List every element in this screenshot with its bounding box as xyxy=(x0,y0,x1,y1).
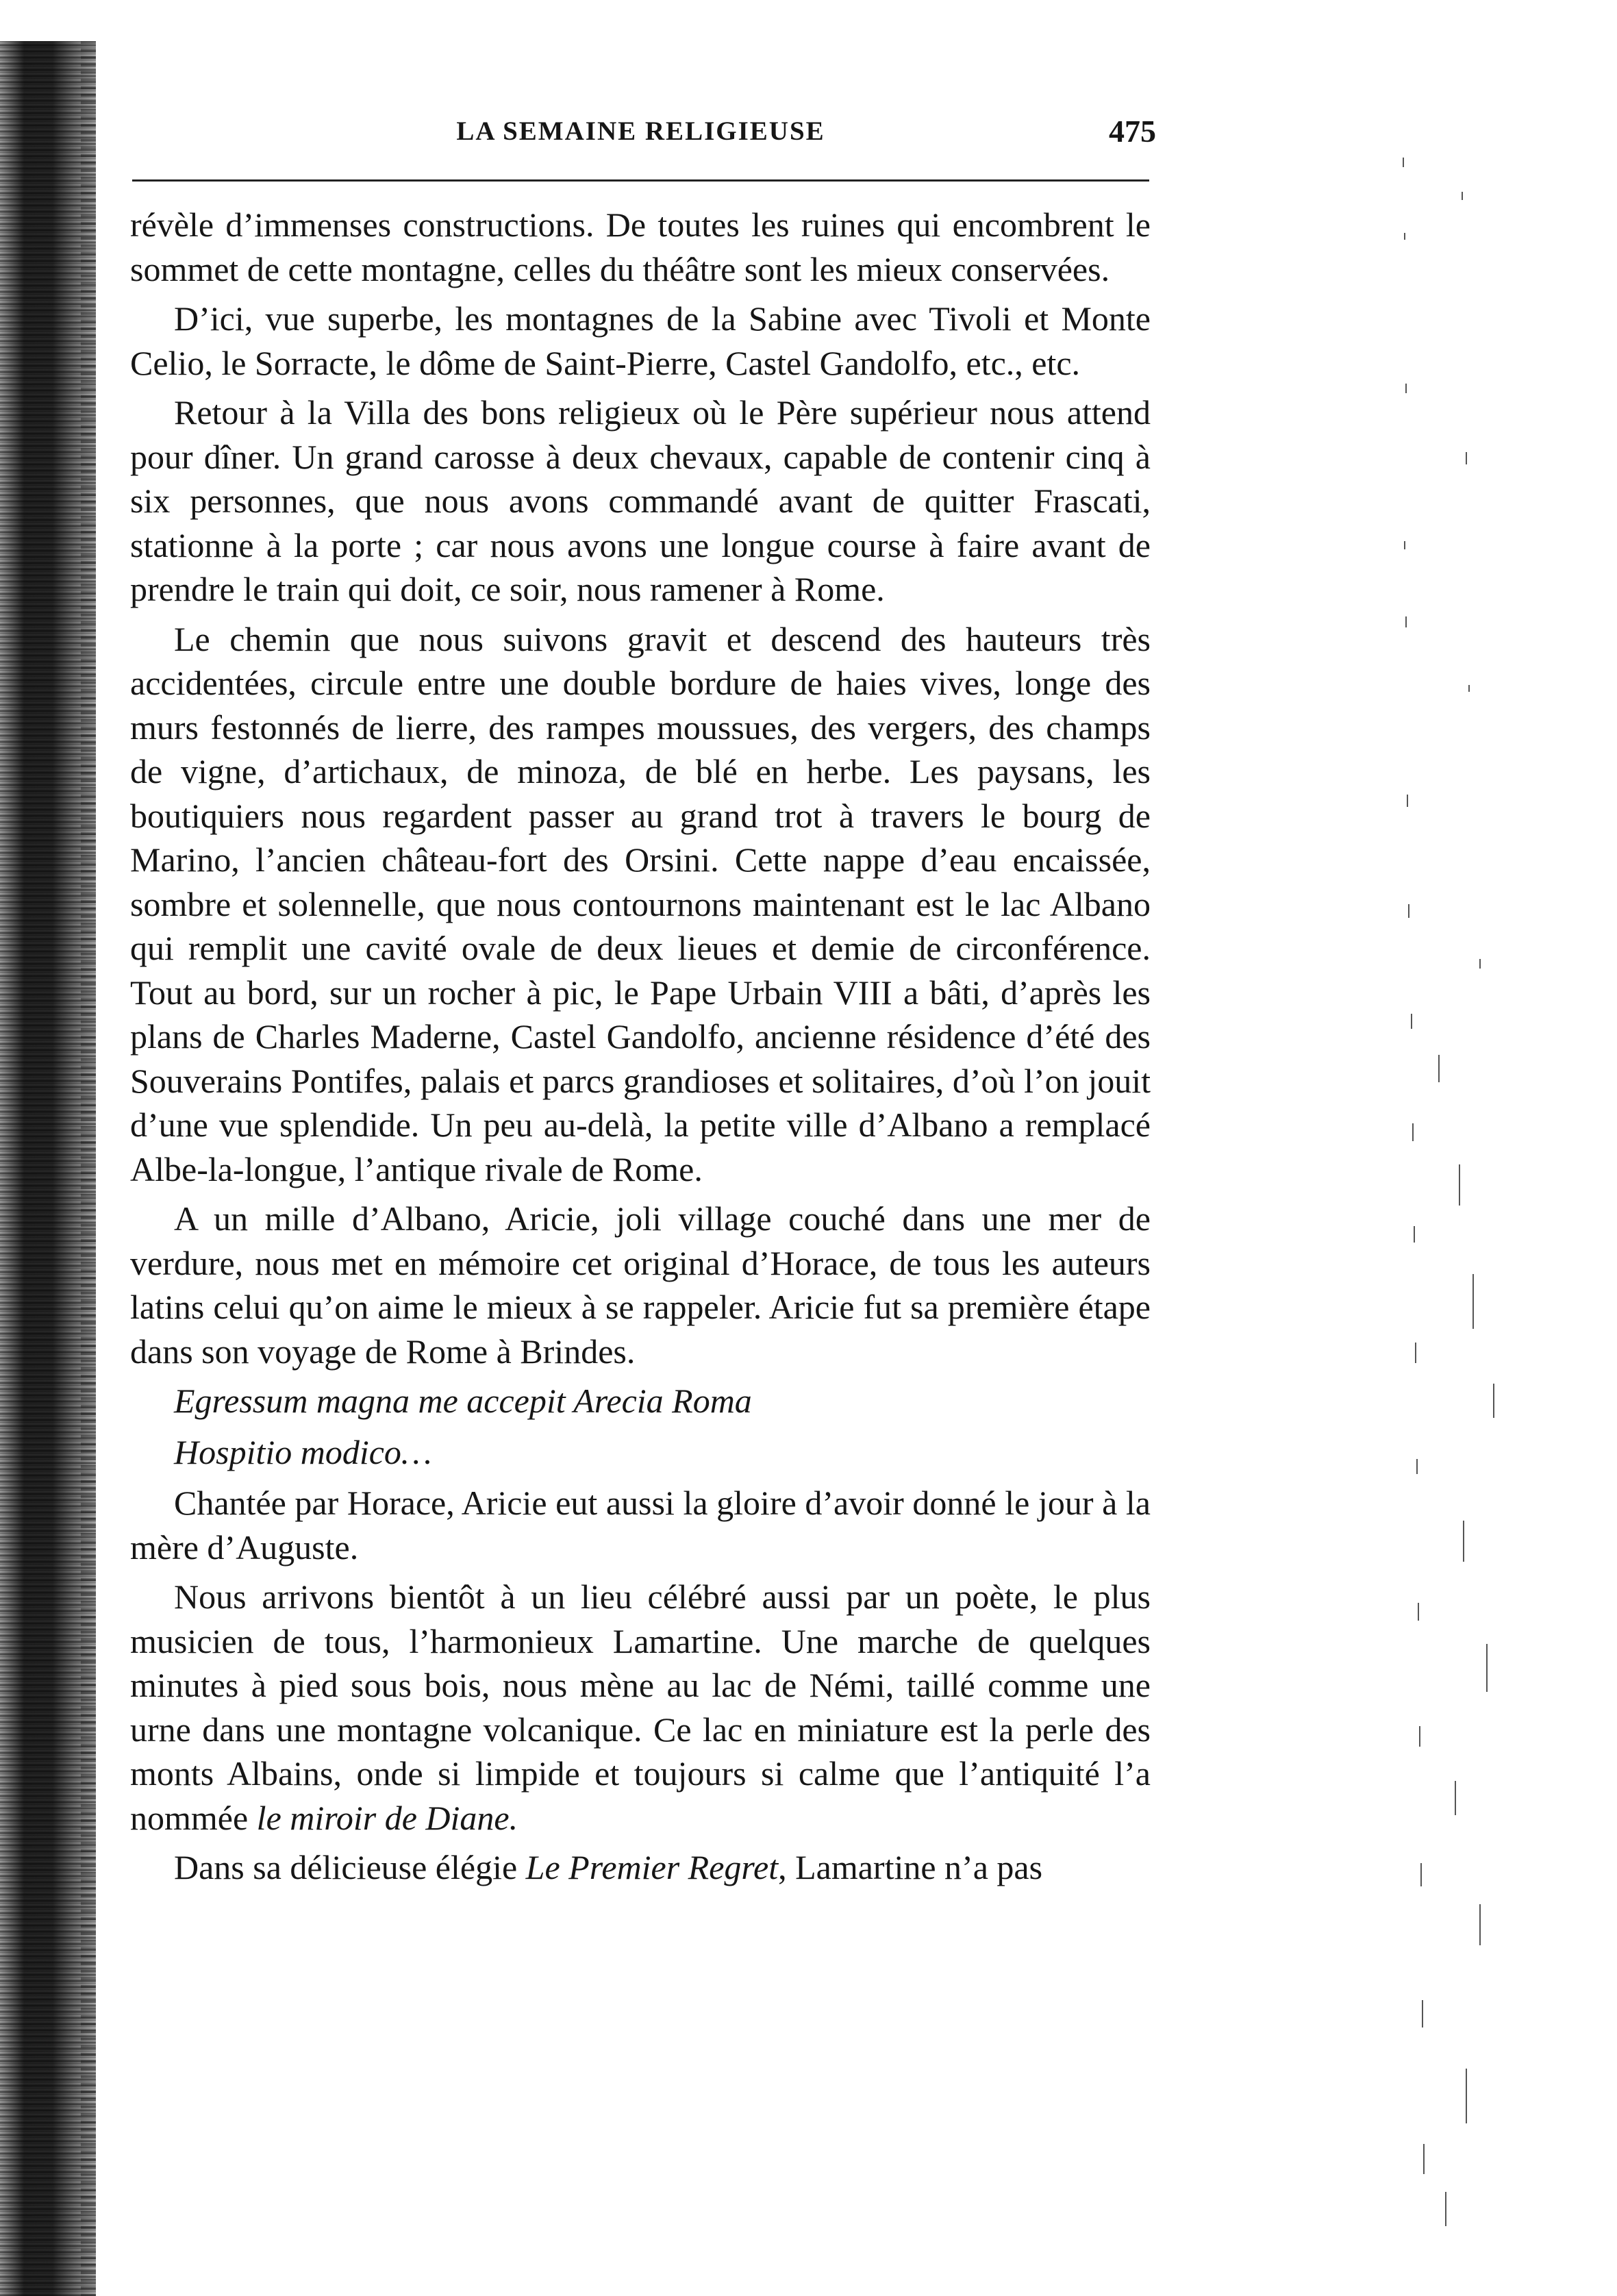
paragraph-3: Retour à la Villa des bons religieux où le Père supérieur nous attend pour dîner. Un grand carosse à deux chevaux, capable de contenir cinq à six personnes, que nous avons commandé avant de quitter Frascati, stationne à la porte ; car nous avons une longue course à faire avant de prendre le train qui doit, ce soir, nous ramener à Rome. xyxy=(130,393,1151,608)
paragraph-7 xyxy=(130,1575,1151,1840)
running-title: LA SEMAINE RELIGIEUSE xyxy=(456,116,825,146)
scan-binding-shadow xyxy=(81,41,96,2296)
page-header xyxy=(125,111,1156,159)
paragraph-8-title: Le Premier Regret xyxy=(525,1848,779,1886)
paragraph-7-italic: le miroir de Diane. xyxy=(256,1798,518,1837)
paragraph-5: A un mille d’Albano, Aricie, joli village couché dans une mer de verdure, nous met en mémoire cet original d’Horace, de tous les auteurs latins celui qu’on aime le mieux à se rappeler. Aricie fut sa première étape dans son voyage de Rome à Brindes. xyxy=(130,1199,1151,1371)
paragraph-8 xyxy=(130,1845,1151,1890)
paragraph-6: Chantée par Horace, Aricie eut aussi la gloire d’avoir donné le jour à la mère d’Auguste. xyxy=(130,1484,1151,1567)
header-rule xyxy=(132,179,1149,182)
paragraph-8-tail: , Lamartine n’a pas xyxy=(778,1848,1043,1886)
paragraph-8-text: Dans sa délicieuse élégie xyxy=(174,1848,526,1886)
scan-noise-margin xyxy=(1397,96,1603,2288)
paragraph-1: révèle d’immenses constructions. De toutes les ruines qui encombrent le sommet de cette montagne, celles du théâtre sont les mieux conservées. xyxy=(130,205,1151,288)
verse-line-1: Egressum magna me accepit Arecia Roma xyxy=(174,1382,752,1420)
paragraph-2: D’ici, vue superbe, les montagnes de la Sabine avec Tivoli et Monte Celio, le Sorracte, le dôme de Saint-Pierre, Castel Gandolfo, etc., etc. xyxy=(130,299,1151,382)
verse-line-2: Hospitio modico… xyxy=(174,1432,432,1471)
body-text xyxy=(130,203,1151,1895)
paragraph-4: Le chemin que nous suivons gravit et descend des hauteurs très accidentées, circule entre une double bordure de haies vives, longe des murs festonnés de lierre, des rampes moussues, des vergers, des champs de vigne, d’artichaux, de minoza, de blé en herbe. Les paysans, les boutiquiers nous regardent passer au grand trot à travers le bourg de Marino, l’ancien château-fort des Orsini. Cette nappe d’eau encaissée, sombre et solennelle, que nous contournons maintenant est le lac Albano qui remplit une cavité ovale de deux lieues et demie de circonférence. Tout au bord, sur un rocher à pic, le Pape Urbain VIII a bâti, d’après les plans de Charles Maderne, Castel Gandolfo, ancienne résidence d’été des Souverains Pontifes, palais et parcs grandioses et solitaires, d’où l’on jouit d’une vue splendide. Un peu au-delà, la petite ville d’Albano a remplacé Albe-la-longue, l’antique rivale de Rome. xyxy=(130,619,1151,1188)
page-number: 475 xyxy=(1109,114,1156,149)
paragraph-7-text: Nous arrivons bientôt à un lieu célébré aussi par un poète, le plus musicien de tous, l’harmonieux Lamartine. Une marche de quelques minutes à pied sous bois, nous mène au lac de Némi, taillé comme une urne dans une montagne volcanique. Ce lac en miniature est la perle des monts Albains, onde si limpide et toujours si calme que l’antiquité l’a nommée xyxy=(130,1577,1151,1837)
